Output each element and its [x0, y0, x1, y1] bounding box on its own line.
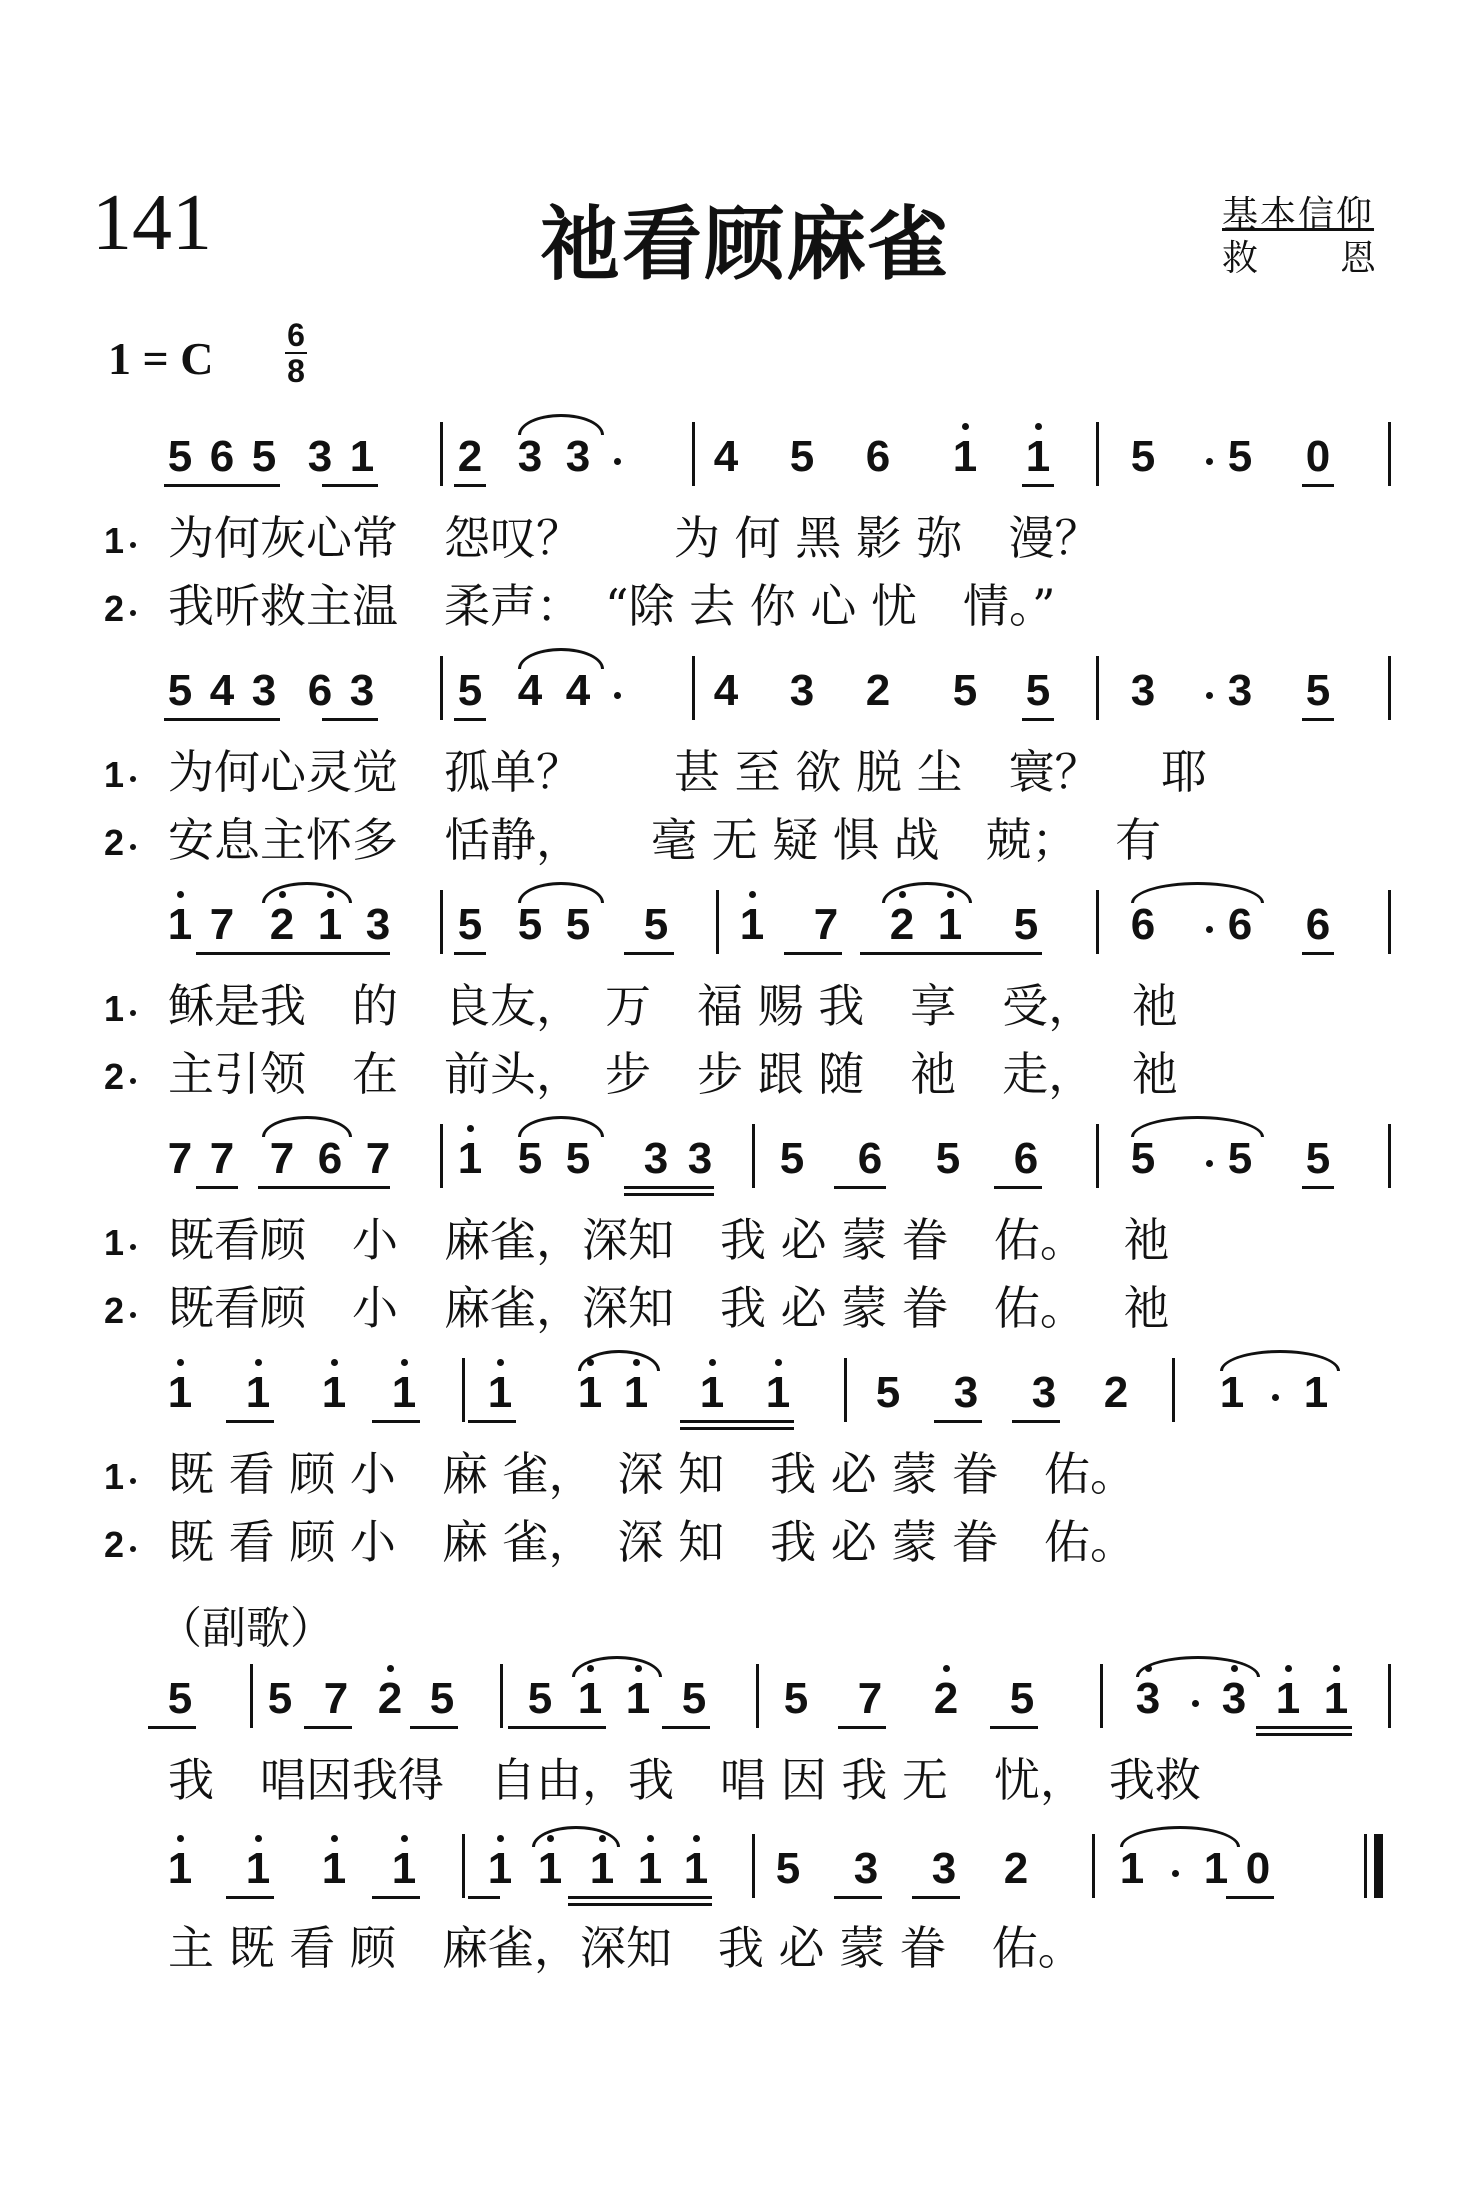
note: 2	[1103, 1368, 1129, 1417]
note: 5	[517, 1134, 543, 1183]
verse-number-1: 1	[104, 1456, 125, 1497]
note: 5	[779, 1134, 805, 1183]
tie-slur	[1220, 1350, 1340, 1371]
final-bar-thick	[1374, 1834, 1383, 1898]
tie-slur	[518, 882, 604, 903]
lyric-line: 既看顾 小 麻雀，深知 我 必 蒙 眷 佑。 祂	[168, 1281, 1170, 1335]
note: 5	[167, 666, 193, 715]
bar-line	[752, 1124, 755, 1188]
verse-number-2: 2	[104, 1290, 125, 1331]
beam-line	[372, 1420, 420, 1423]
bar-line	[250, 1664, 253, 1728]
note: 1	[622, 1674, 654, 1724]
beam-line	[372, 1896, 420, 1899]
beam-line	[1302, 484, 1334, 487]
note: 6	[1305, 900, 1331, 949]
note: 3	[251, 666, 277, 715]
note: 7	[323, 1674, 349, 1723]
beam-line	[196, 1186, 238, 1189]
tie-slur	[518, 1116, 604, 1137]
note: 3	[643, 1134, 669, 1183]
bar-line	[440, 422, 443, 486]
note: 1	[1320, 1674, 1352, 1724]
note: 6	[209, 432, 235, 481]
notation-row-3	[0, 896, 1477, 956]
note: 5	[783, 1674, 809, 1723]
beam-line	[454, 952, 486, 955]
note: 6	[857, 1134, 883, 1183]
note: 1	[242, 1844, 274, 1894]
note: 5	[789, 432, 815, 481]
note: 7	[167, 1134, 193, 1183]
note: 5	[875, 1368, 901, 1417]
note: 1	[934, 900, 966, 950]
notation-row-1	[0, 428, 1477, 488]
note: 2	[865, 666, 891, 715]
key-signature: 1 = C	[108, 333, 214, 384]
note: 5	[1305, 1134, 1331, 1183]
note: 6	[1013, 1134, 1039, 1183]
note: 3	[565, 432, 591, 481]
note: 1	[1272, 1674, 1304, 1724]
verse-number-1: 1	[104, 1222, 125, 1263]
note: 1	[1022, 432, 1054, 482]
note: 5	[681, 1674, 707, 1723]
verse-number-2: 2	[104, 588, 125, 629]
lyric-line: 为何心灵觉 孤单？ 甚 至 欲 脱 尘 寰？ 耶	[168, 745, 1208, 799]
chorus-lyric-line: 主 既 看 顾 麻雀，深知 我 必 蒙 眷 佑。	[168, 1921, 1084, 1975]
time-signature	[283, 318, 309, 388]
note: 5	[1130, 432, 1156, 481]
note: 1	[164, 1844, 196, 1894]
note: 5	[429, 1674, 455, 1723]
note: 5	[1305, 666, 1331, 715]
beam-line	[468, 1420, 516, 1423]
notation-row-6	[0, 1670, 1477, 1730]
note: 3	[1218, 1674, 1250, 1724]
note: 1	[314, 900, 346, 950]
note: 3	[1227, 666, 1253, 715]
bar-line	[500, 1664, 503, 1728]
beam-line	[1012, 1420, 1060, 1423]
page-title: 祂看顾麻雀	[540, 198, 950, 291]
tie-slur	[518, 648, 604, 669]
note: 6	[865, 432, 891, 481]
bar-line	[1388, 656, 1391, 720]
bar-line	[844, 1358, 847, 1422]
beam-line	[148, 1726, 196, 1729]
verse-number-1: 1	[104, 754, 125, 795]
lyric-line: 安息主怀多 恬静， 毫 无 疑 惧 战 兢； 有	[168, 813, 1162, 867]
bar-line	[462, 1358, 465, 1422]
augmentation-dot	[614, 458, 621, 465]
tie-slur	[1131, 1116, 1264, 1137]
note: 7	[857, 1674, 883, 1723]
bar-line	[756, 1664, 759, 1728]
beam-line	[1226, 1896, 1274, 1899]
note: 3	[307, 432, 333, 481]
note: 5	[643, 900, 669, 949]
beam-line	[994, 1186, 1042, 1189]
beam-line	[164, 718, 280, 721]
note: 5	[167, 1674, 193, 1723]
beam-line	[834, 1896, 882, 1899]
note: 1	[1119, 1844, 1145, 1893]
category-label: 基本信仰	[1222, 194, 1375, 235]
augmentation-dot	[1272, 1394, 1279, 1401]
note: 5	[267, 1674, 293, 1723]
subcategory-label	[1222, 230, 1376, 281]
bar-line	[1092, 1834, 1095, 1898]
augmentation-dot	[1192, 1700, 1199, 1707]
beam-line	[624, 1186, 714, 1189]
note: 1	[620, 1368, 652, 1418]
note: 2	[374, 1674, 406, 1724]
tie-slur	[262, 1116, 352, 1137]
note: 1	[574, 1674, 606, 1724]
subcategory-char-1: 救	[1222, 238, 1259, 279]
beam-line	[226, 1896, 274, 1899]
note: 3	[365, 900, 391, 949]
note: 4	[713, 432, 739, 481]
tie-slur	[1131, 882, 1264, 903]
time-signature-top: 6	[287, 317, 305, 353]
bar-line	[1388, 422, 1391, 486]
note: 1	[484, 1368, 516, 1418]
note: 5	[935, 1134, 961, 1183]
beam-line-double	[624, 1193, 714, 1196]
note: 1	[534, 1844, 566, 1894]
note: 5	[527, 1674, 553, 1723]
note: 2	[266, 900, 298, 950]
final-bar-thin	[1364, 1834, 1367, 1898]
augmentation-dot	[1206, 926, 1213, 933]
lyric-line: 既看顾 小 麻雀，深知 我 必 蒙 眷 佑。 祂	[168, 1213, 1170, 1267]
beam-line	[1302, 1186, 1334, 1189]
note: 3	[931, 1844, 957, 1893]
notation-row-2	[0, 662, 1477, 722]
bar-line	[1096, 422, 1099, 486]
bar-line	[692, 422, 695, 486]
note: 5	[565, 900, 591, 949]
note: 7	[269, 1134, 295, 1183]
lyric-line: 稣是我 的 良友， 万 福 赐 我 享 受， 祂	[168, 979, 1178, 1033]
bar-line	[692, 656, 695, 720]
note: 1	[164, 900, 196, 950]
bar-line	[1388, 890, 1391, 954]
beam-line-double	[568, 1903, 712, 1906]
hymn-number: 141	[92, 179, 212, 267]
beam-line	[860, 952, 1042, 955]
beam-line	[196, 952, 390, 955]
verse-number-2: 2	[104, 1524, 125, 1565]
note: 4	[713, 666, 739, 715]
chorus-label: （副歌）	[158, 1603, 334, 1654]
note: 1	[736, 900, 768, 950]
note: 5	[1025, 666, 1051, 715]
beam-line	[838, 1726, 886, 1729]
lyric-line: 既 看 顾 小 麻 雀， 深 知 我 必 蒙 眷 佑。	[168, 1447, 1136, 1501]
note: 1	[1303, 1368, 1329, 1417]
note: 0	[1245, 1844, 1271, 1893]
note: 6	[317, 1134, 343, 1183]
bar-line	[1100, 1664, 1103, 1728]
beam-line-double	[1256, 1733, 1352, 1736]
bar-line	[1388, 1664, 1391, 1728]
bar-line	[462, 1834, 465, 1898]
bar-line	[440, 1124, 443, 1188]
note: 4	[565, 666, 591, 715]
note: 1	[388, 1368, 420, 1418]
note: 1	[586, 1844, 618, 1894]
note: 0	[1305, 432, 1331, 481]
beam-line	[912, 1896, 960, 1899]
note: 1	[1203, 1844, 1229, 1893]
verse-number-2: 2	[104, 1056, 125, 1097]
note: 6	[1227, 900, 1253, 949]
note: 7	[365, 1134, 391, 1183]
beam-line	[454, 718, 486, 721]
note: 1	[1219, 1368, 1245, 1417]
augmentation-dot	[614, 692, 621, 699]
lyric-line: 为何灰心常 怨叹？ 为 何 黑 影 弥 漫？	[168, 511, 1101, 565]
note: 5	[1227, 1134, 1253, 1183]
beam-line	[304, 1726, 352, 1729]
beam-line	[1256, 1726, 1352, 1729]
beam-line	[322, 718, 378, 721]
beam-line	[226, 1420, 274, 1423]
chorus-lyric-line: 我 唱因我得 自由，我 唱 因 我 无 忧， 我救	[168, 1753, 1201, 1807]
note: 3	[1130, 666, 1156, 715]
note: 1	[164, 1368, 196, 1418]
tie-slur	[532, 1826, 620, 1847]
note: 7	[813, 900, 839, 949]
note: 3	[953, 1368, 979, 1417]
bar-line	[1096, 656, 1099, 720]
beam-line	[662, 1726, 710, 1729]
note: 5	[167, 432, 193, 481]
beam-line	[454, 484, 486, 487]
beam-line	[322, 484, 378, 487]
note: 3	[349, 666, 375, 715]
augmentation-dot	[1206, 1160, 1213, 1167]
note: 3	[853, 1844, 879, 1893]
note: 2	[930, 1674, 962, 1724]
note: 6	[307, 666, 333, 715]
note: 5	[1013, 900, 1039, 949]
note: 1	[634, 1844, 666, 1894]
note: 1	[318, 1844, 350, 1894]
note: 3	[687, 1134, 713, 1183]
beam-line	[934, 1420, 982, 1423]
lyric-line: 我听救主温 柔声： “除 去 你 心 忧 情。”	[168, 579, 1056, 633]
beam-line	[990, 1726, 1038, 1729]
note: 3	[789, 666, 815, 715]
bar-line	[1096, 1124, 1099, 1188]
beam-line	[258, 1186, 390, 1189]
note: 1	[318, 1368, 350, 1418]
note: 5	[952, 666, 978, 715]
note: 5	[1130, 1134, 1156, 1183]
beam-line	[410, 1726, 458, 1729]
beam-line	[834, 1186, 886, 1189]
beam-line	[680, 1420, 794, 1423]
note: 7	[209, 1134, 235, 1183]
note: 2	[886, 900, 918, 950]
beam-line	[1302, 952, 1334, 955]
note: 1	[388, 1844, 420, 1894]
beam-line	[624, 952, 674, 955]
augmentation-dot	[1206, 692, 1213, 699]
beam-line	[1302, 718, 1334, 721]
beam-line	[164, 484, 280, 487]
verse-number-1: 1	[104, 988, 125, 1029]
bar-line	[440, 890, 443, 954]
note: 3	[1031, 1368, 1057, 1417]
beam-line	[1022, 718, 1054, 721]
augmentation-dot	[1206, 458, 1213, 465]
beam-line	[568, 1896, 712, 1899]
note: 1	[349, 432, 375, 481]
augmentation-dot	[1172, 1870, 1179, 1877]
verse-number-1: 1	[104, 520, 125, 561]
tie-slur	[1120, 1826, 1240, 1847]
note: 6	[1130, 900, 1156, 949]
lyric-line: 主引领 在 前头， 步 步 跟 随 祂 走， 祂	[168, 1047, 1178, 1101]
tie-slur	[262, 882, 352, 903]
note: 1	[574, 1368, 606, 1418]
note: 1	[484, 1844, 516, 1894]
tie-slur	[1136, 1656, 1260, 1677]
tie-slur	[572, 1656, 662, 1677]
bar-line	[1172, 1358, 1175, 1422]
note: 1	[242, 1368, 274, 1418]
note: 1	[696, 1368, 728, 1418]
bar-line	[752, 1834, 755, 1898]
tie-slur	[518, 414, 604, 435]
note: 2	[457, 432, 483, 481]
notation-row-7	[0, 1840, 1477, 1900]
tie-slur	[578, 1350, 660, 1371]
note: 5	[1009, 1674, 1035, 1723]
note: 7	[209, 900, 235, 949]
beam-line-double	[680, 1427, 794, 1430]
note: 5	[775, 1844, 801, 1893]
verse-number-2: 2	[104, 822, 125, 863]
beam-line	[508, 1726, 606, 1729]
subcategory-char-2: 恩	[1339, 238, 1376, 279]
note: 5	[565, 1134, 591, 1183]
tie-slur	[882, 882, 972, 903]
note: 4	[209, 666, 235, 715]
beam-line	[1022, 484, 1054, 487]
beam-line	[468, 1896, 500, 1899]
note: 1	[949, 432, 981, 482]
note: 3	[517, 432, 543, 481]
note: 4	[517, 666, 543, 715]
bar-line	[440, 656, 443, 720]
lyric-line: 既 看 顾 小 麻 雀， 深 知 我 必 蒙 眷 佑。	[168, 1515, 1136, 1569]
note: 5	[457, 900, 483, 949]
bar-line	[1388, 1124, 1391, 1188]
note: 5	[1227, 432, 1253, 481]
bar-line	[716, 890, 719, 954]
time-signature-bottom: 8	[287, 353, 305, 389]
note: 2	[1003, 1844, 1029, 1893]
note: 5	[251, 432, 277, 481]
note: 1	[680, 1844, 712, 1894]
note: 1	[762, 1368, 794, 1418]
notation-row-5	[0, 1364, 1477, 1424]
notation-row-4	[0, 1130, 1477, 1190]
note: 1	[454, 1134, 486, 1184]
note: 3	[1132, 1674, 1164, 1724]
beam-line	[784, 952, 842, 955]
bar-line	[1096, 890, 1099, 954]
note: 5	[457, 666, 483, 715]
note: 5	[517, 900, 543, 949]
